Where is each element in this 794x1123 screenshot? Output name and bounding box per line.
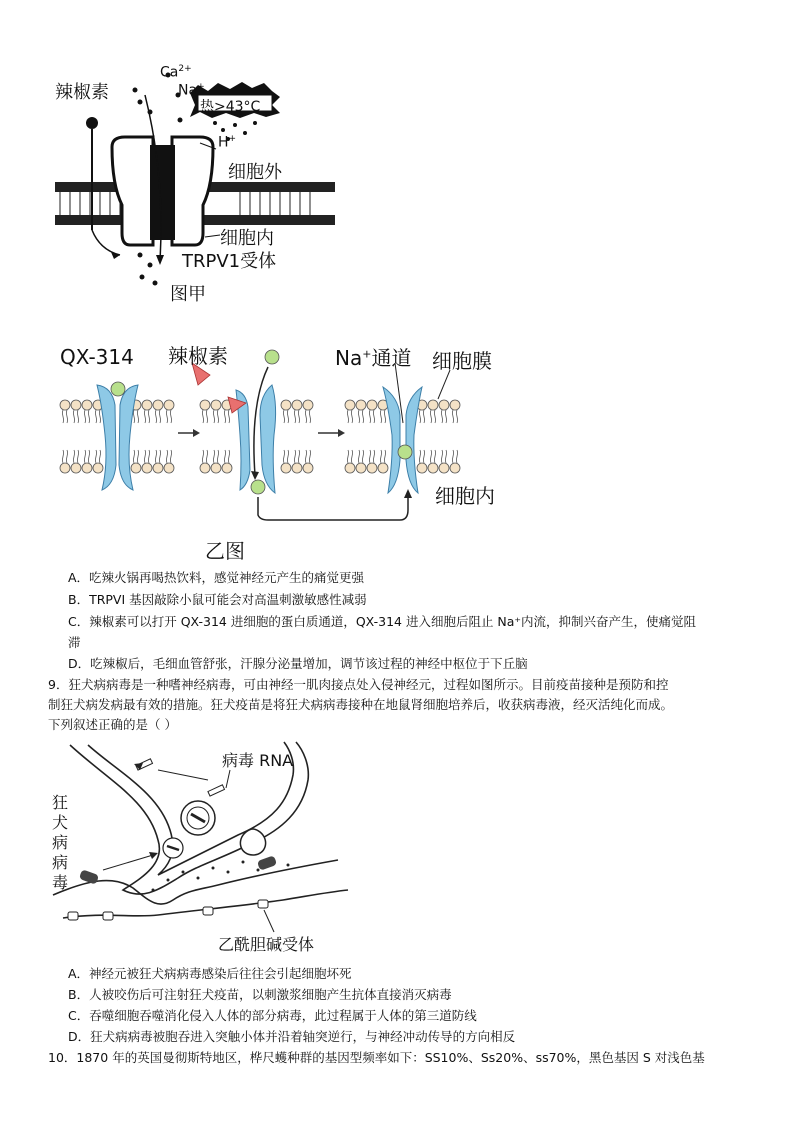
q9-stem-line-1: 9．狂犬病病毒是一种嗜神经病毒，可由神经一肌肉接点处入侵神经元，过程如图所示。目前疫苗接种是预防和控 [48, 677, 669, 692]
q9-option-d: D．狂犬病病毒被胞吞进入突触小体并沿着轴突逆行，与神经冲动传导的方向相反 [68, 1029, 516, 1044]
figure-a-proton-label: H+ [218, 134, 237, 151]
figure-q9-synapse-diagram [48, 740, 368, 950]
q9-stem-line-2: 制狂犬病发病最有效的措施。狂犬疫苗是将狂犬病病毒接种在地鼠肾细胞培养后，收获病毒液，经灭活纯化而成。 [48, 697, 674, 712]
qx314-molecule-icon [111, 382, 125, 396]
q8-option-c: C．辣椒素可以打开 QX-314 进细胞的蛋白质通道，QX-314 进入细胞后阻止 Na⁺内流，抑制兴奋产生，使痛觉阻 [68, 614, 697, 629]
figure-b-caption: 乙图 [205, 539, 245, 563]
q8-option-b: B．TRPVI 基因敲除小鼠可能会对高温刺激敏感性减弱 [68, 592, 367, 607]
rna-marks [136, 759, 225, 796]
membrane-segment-1 [60, 385, 174, 490]
q9-option-a: A．神经元被狂犬病病毒感染后往往会引起细胞坏死 [68, 966, 352, 981]
qx314-outside-icon [265, 350, 279, 364]
q8-option-a: A．吃辣火锅再喝热饮料，感觉神经元产生的痛觉更强 [68, 570, 365, 585]
vesicle-icons [163, 801, 266, 858]
q8-option-c-continued: 滞 [68, 635, 81, 650]
figure-a-calcium-label: $Ca^{2+}$ [160, 64, 192, 81]
figure-q9-virus-rna-label: 病毒 RNA [222, 751, 294, 770]
figure-a-caption: 图甲 [170, 284, 206, 305]
q9-stem-line-3: 下列叙述正确的是（ ） [48, 717, 177, 732]
figure-b-inside-label: 细胞内 [435, 484, 495, 508]
qx314-inside-icon [251, 480, 265, 494]
figure-a-receptor-label: TRPV1受体 [182, 251, 277, 272]
figure-a-outside-label: 细胞外 [228, 162, 282, 183]
figure-b-na-channel-label: Na+通道 [335, 346, 412, 370]
q8-option-d: D．吃辣椒后，毛细血管舒张，汗腺分泌量增加，调节该过程的神经中枢位于下丘脑 [68, 656, 528, 671]
membrane-segment-3 [345, 387, 460, 493]
trpv1-channel [112, 137, 213, 245]
figure-a-heat-label: 热>43°C [200, 99, 261, 115]
figure-b-membrane-label: 细胞膜 [432, 349, 492, 373]
figure-a-sodium-label: Na+ [178, 82, 205, 99]
figure-a-inside-label: 细胞内 [220, 228, 274, 249]
figure-b-capsaicin-label: 辣椒素 [168, 344, 228, 368]
q10-stem-line-1: 10．1870 年的英国曼彻斯特地区，桦尺蠖种群的基因型频率如下：SS10%、Ss20%、ss70%，黑色基因 S 对浅色基 [48, 1050, 705, 1065]
q9-option-b: B．人被咬伤后可注射狂犬疫苗，以刺激浆细胞产生抗体直接消灭病毒 [68, 987, 452, 1002]
figure-a-capsaicin-label: 辣椒素 [55, 82, 109, 103]
qx314-blocking-icon [398, 445, 412, 459]
figure-b-qx314-label: QX-314 [60, 345, 134, 369]
q9-option-c: C．吞噬细胞吞噬消化侵入人体的部分病毒，此过程属于人体的第三道防线 [68, 1008, 477, 1023]
figure-q9-receptor-label: 乙酰胆碱受体 [218, 935, 315, 954]
figure-q9-rabies-label: 狂 犬 病 病 毒 [52, 793, 69, 892]
